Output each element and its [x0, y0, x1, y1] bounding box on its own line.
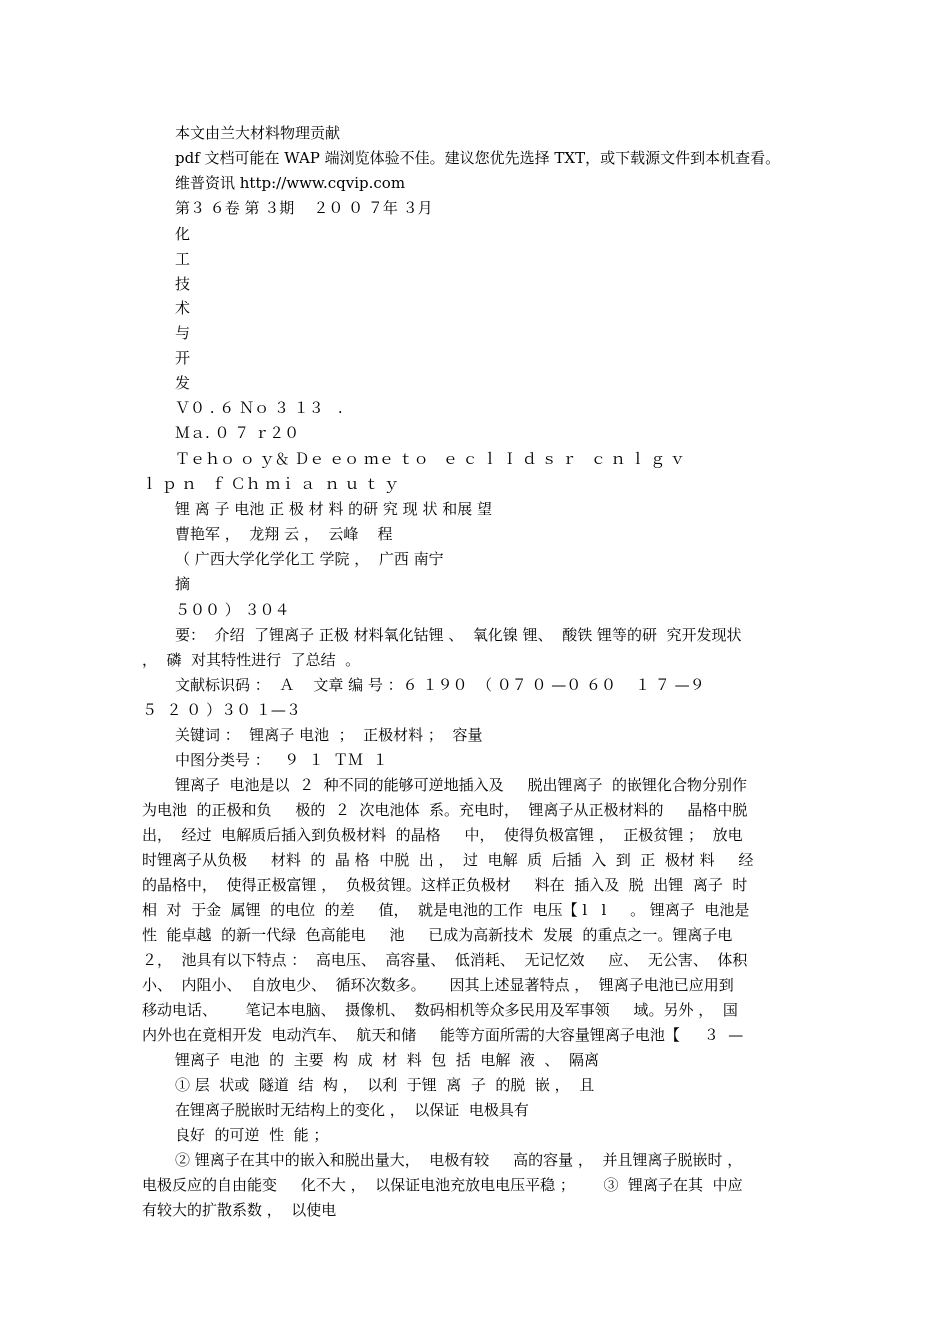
- journal-title-char: 技: [175, 275, 191, 293]
- source-line: 维普资讯 http://www.cqvip.com: [175, 174, 406, 192]
- body-line: ２， 池具有以下特点 ： 高电压、 高容量、 低消耗、 无记忆效 应、 无公害、 体积: [142, 951, 748, 969]
- body-line: 电极反应的自由能变 化不大 ， 以保证电池充放电电压平稳 ； ③ 锂离子在其 中应: [142, 1176, 743, 1194]
- body-line: ② 锂离子在其中的嵌入和脱出量大， 电极有较 高的容量 ， 并且锂离子脱嵌时 ，: [175, 1151, 743, 1169]
- article-authors: 曹艳军 ， 龙翔 云 ， 云峰 程: [175, 525, 393, 543]
- journal-title-char: 术: [175, 299, 191, 317]
- body-line: 性 能卓越 的新一代绿 色高能电 池 已成为高新技术 发展 的重点之一。锂离子电: [142, 926, 733, 944]
- clc-number: 中图分类号 ： ９ １ ＴＭ １: [175, 751, 388, 769]
- body-line: 相 对 于金 属锂 的电位 的差 值， 就是电池的工作 电压【 l l 。 锂离子 电池是: [142, 901, 750, 919]
- journal-title-char: 与: [175, 324, 191, 342]
- body-line: 移动电话、 笔记本电脑、 摄像机、 数码相机等众多民用及军事领 域。另外 ， 国: [142, 1001, 738, 1019]
- document-code: 文献标识码 ： Ａ 文章 编 号 ：６ １９０ （ ０７ ０ —０ ６０ １ ７ —９: [175, 676, 705, 694]
- body-line: 有较大的扩散系数 ， 以使电: [142, 1201, 337, 1219]
- body-line: 在锂离子脱嵌时无结构上的变化 ， 以保证 电极具有: [175, 1101, 529, 1119]
- body-line: 时锂离子从负极 材料 的 晶 格 中脱 出 ， 过 电解 质 后插 入 到 正 极材 料 经: [142, 851, 754, 869]
- journal-issue: 第３ ６卷 第 ３期 ２０ ０ ７年 ３月: [175, 199, 433, 217]
- article-affiliation: （ 广西大学化学化工 学院 ， 广西 南宁: [175, 550, 444, 568]
- document-code-cont: ５ ２ ０ ）３０ １—３: [142, 701, 301, 719]
- journal-title-char: 发: [175, 374, 191, 392]
- body-line: 锂离子 电池是以 ２ 种不同的能够可逆地插入及 脱出锂离子 的嵌锂化合物分别作: [175, 776, 747, 794]
- abstract-text: 要： 介绍 了锂离子 正极 材料氧化钴锂 、 氧化镍 锂、 酸铁 锂等的研 究开发现状: [175, 626, 742, 644]
- journal-month: Ｍａ. ０ ７ ｒ２０: [175, 424, 300, 442]
- contributor-line: 本文由兰大材料物理贡献: [175, 124, 341, 142]
- body-line: ① 层 状或 隧道 结 构 ， 以利 于锂 离 子 的脱 嵌 ， 且: [175, 1076, 595, 1094]
- journal-english-title: Ｔｅｈｏ ｏ ｙ＆ Ｄｅ ｅｏ ｍｅ ｔｏ ｅ ｃ ｌ Ｉ ｄ ｓ ｒ ｃ ｎ ｌ ｇ ｖ: [175, 450, 685, 468]
- body-line: 内外也在竟相开发 电动汽车、 航天和储 能等方面所需的大容量锂离子电池【 ３ —: [142, 1026, 744, 1044]
- abstract-text-cont: ， 磷 对其特性进行 了总结 。: [142, 651, 361, 669]
- postcode: ５００ ） ３０４: [175, 601, 290, 619]
- journal-english-title-cont: ｌ ｐ ｎ ｆ Ｃｈ ｍｉ ａ ｎ ｕ ｔ ｙ: [142, 475, 399, 493]
- abstract-label: 摘: [175, 575, 191, 593]
- body-line: 良好 的可逆 性 能 ；: [175, 1126, 329, 1144]
- body-line: 的晶格中， 使得正极富锂 ， 负极贫锂。这样正负极材 料在 插入及 脱 出锂 离子 时: [142, 876, 748, 894]
- body-line: 锂离子 电池 的 主要 构 成 材 料 包 括 电解 液 、 隔离: [175, 1051, 599, 1069]
- journal-volume: Ｖ０ . ６ Ｎｏ ３ １３ .: [175, 399, 343, 417]
- article-title: 锂 离 子 电池 正 极 材 料 的研 究 现 状 和展 望: [175, 500, 492, 518]
- body-line: 小、 内阻小、 自放电少、 循环次数多。 因其上述显著特点 ， 锂离子电池已应用到: [142, 976, 734, 994]
- keywords: 关键词 ： 锂离子 电池 ； 正极材料 ； 容量: [175, 726, 483, 744]
- body-line: 出， 经过 电解质后插入到负极材料 的晶格 中， 使得负极富锂 ， 正极贫锂 ； 放电: [142, 826, 743, 844]
- pdf-notice-line: pdf 文档可能在 WAP 端浏览体验不佳。建议您优先选择 TXT，或下载源文件到本机查看。: [175, 149, 781, 167]
- journal-title-char: 开: [175, 349, 191, 367]
- body-line: 为电池 的正极和负 极的 ２ 次电池体 系。充电时， 锂离子从正极材料的 晶格中脱: [142, 801, 748, 819]
- journal-title-char: 化: [175, 225, 191, 243]
- journal-title-char: 工: [175, 250, 191, 268]
